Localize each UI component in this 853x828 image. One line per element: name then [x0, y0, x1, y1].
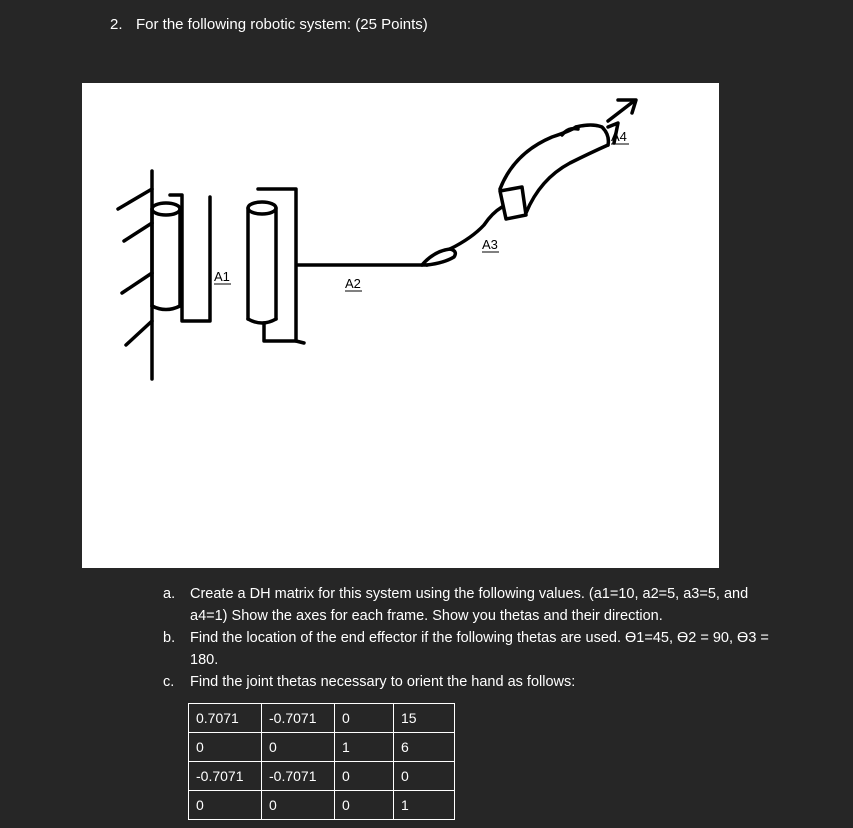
- part-b-marker: b.: [163, 630, 176, 646]
- question-number: 2.: [110, 16, 123, 33]
- matrix-row: [189, 762, 455, 791]
- wall: [118, 171, 152, 379]
- question-parts: [163, 583, 783, 693]
- part-c: [163, 671, 783, 693]
- question-text: For the following robotic system: (25 Points): [136, 16, 428, 33]
- matrix-cell: 1: [335, 733, 394, 762]
- robot-figure: [82, 83, 719, 568]
- question-heading: [110, 16, 428, 33]
- label-a3: A3: [482, 237, 498, 252]
- robot-drawing: [82, 83, 719, 568]
- wrist-block: [500, 187, 526, 219]
- part-a-text: Create a DH matrix for this system using the following values. (a1=10, a2=5, a3=5, and a4=1) Show the axes for each frame. Show you thetas and their direction.: [190, 586, 749, 624]
- part-b: [163, 627, 783, 671]
- matrix-cell: 0: [335, 762, 394, 791]
- matrix-cell: 0: [394, 762, 455, 791]
- matrix-row: [189, 733, 455, 762]
- matrix-cell: 0: [262, 791, 335, 820]
- matrix-cell: 15: [394, 704, 455, 733]
- orientation-matrix: [188, 703, 455, 820]
- part-c-text: Find the joint thetas necessary to orient the hand as follows:: [190, 674, 576, 690]
- part-a: [163, 583, 783, 627]
- arm-a4: [500, 100, 636, 213]
- label-a2: A2: [345, 276, 361, 291]
- matrix-cell: 0: [189, 791, 262, 820]
- matrix-cell: 0.7071: [189, 704, 262, 733]
- part-a-marker: a.: [163, 586, 176, 602]
- matrix-row: [189, 791, 455, 820]
- part-b-text: Find the location of the end effector if the following thetas are used. ϴ1=45, ϴ2 = 90, ϴ3 = 180.: [190, 630, 769, 668]
- joint-1: [152, 195, 210, 321]
- matrix-row: [189, 704, 455, 733]
- matrix-cell: 0: [335, 704, 394, 733]
- joint-2: [248, 189, 304, 343]
- part-c-marker: c.: [163, 674, 175, 690]
- label-a1: A1: [214, 269, 230, 284]
- matrix-cell: 0: [335, 791, 394, 820]
- joint-3: [422, 207, 502, 265]
- matrix-cell: -0.7071: [189, 762, 262, 791]
- label-a4: A4: [611, 129, 627, 144]
- matrix-cell: -0.7071: [262, 704, 335, 733]
- matrix-cell: 6: [394, 733, 455, 762]
- matrix-cell: -0.7071: [262, 762, 335, 791]
- matrix-cell: 1: [394, 791, 455, 820]
- matrix-cell: 0: [189, 733, 262, 762]
- matrix-cell: 0: [262, 733, 335, 762]
